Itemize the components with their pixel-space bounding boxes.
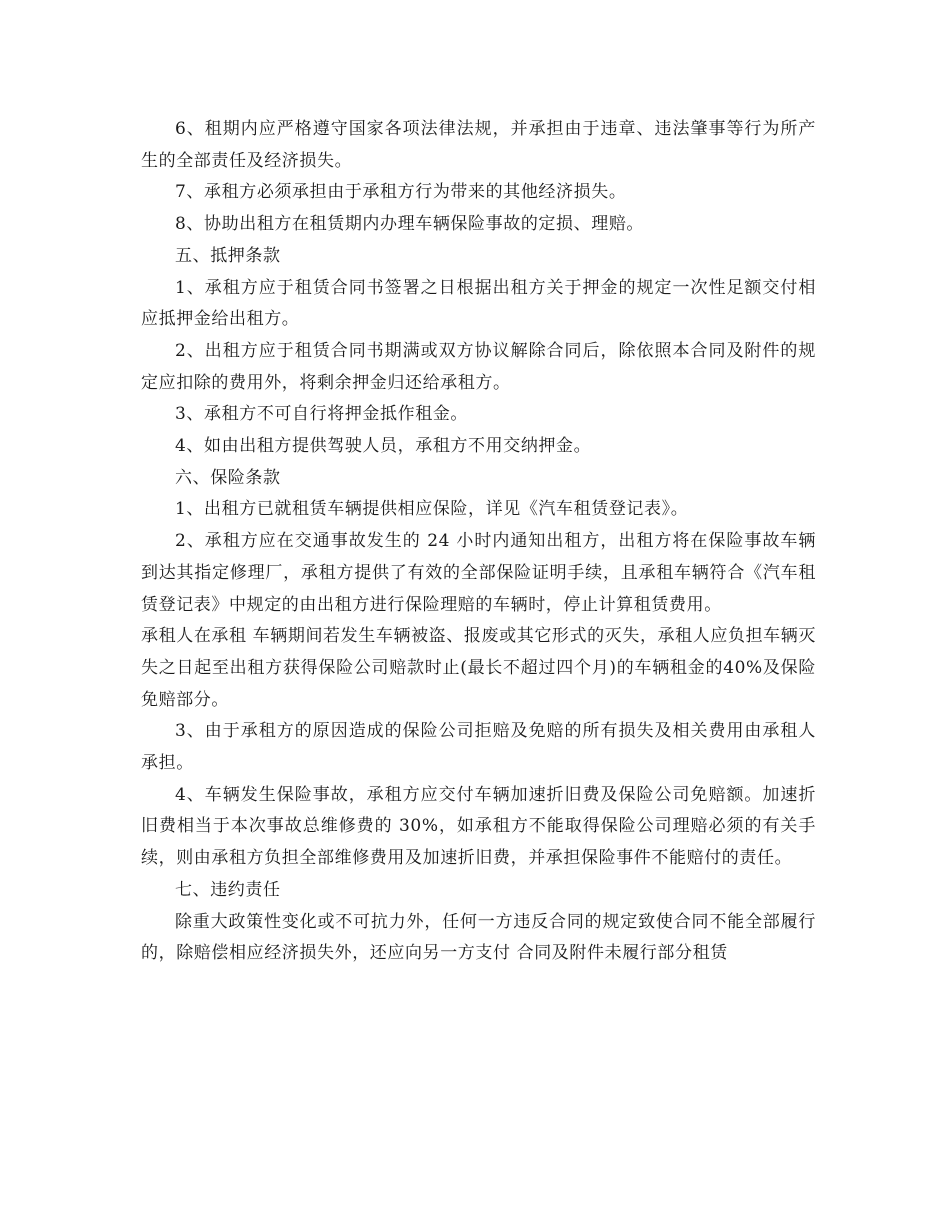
clause-paragraph: 8、协助出租方在租赁期内办理车辆保险事故的定损、理赔。 [175, 214, 645, 235]
clause-paragraph: 4、车辆发生保险事故，承租方应交付车辆加速折旧费及保险公司免赔额。加速折旧费相当于本次事故总维修费的 30%，如承租方不能取得保险公司理赔必须的有关手续，则由承租方负担全部维修费用及加速折旧费，并承担保险事件不能赔付的责任。 [141, 784, 816, 869]
clause-paragraph-continuation: 承租人在承租 车辆期间若发生车辆被盗、报废或其它形式的灭失，承租人应负担车辆灭失之日起至出租方获得保险公司赔款时止(最长不超过四个月)的车辆租金的40%及保险免赔部分。 [141, 626, 816, 710]
clause-paragraph: 4、如由出租方提供驾驶人员，承租方不用交纳押金。 [175, 436, 592, 457]
clause-paragraph: 1、出租方已就租赁车辆提供相应保险，详见《汽车租赁登记表》。 [175, 499, 689, 520]
clause-paragraph: 7、承租方必须承担由于承租方行为带来的其他经济损失。 [175, 182, 627, 203]
document-body [141, 114, 816, 970]
section-heading: 七、违约责任 [175, 879, 281, 900]
section-heading: 六、保险条款 [175, 467, 281, 488]
clause-paragraph: 1、承租方应于租赁合同书签署之日根据出租方关于押金的规定一次性足额交付相应抵押金给出租方。 [141, 277, 816, 330]
clause-paragraph: 3、由于承租方的原因造成的保险公司拒赔及免赔的所有损失及相关费用由承租人承担。 [141, 721, 816, 774]
clause-paragraph: 2、出租方应于租赁合同书期满或双方协议解除合同后，除依照本合同及附件的规定应扣除的费用外，将剩余押金归还给承租方。 [141, 340, 816, 393]
clause-paragraph: 3、承租方不可自行将押金抵作租金。 [175, 404, 469, 425]
clause-paragraph: 2、承租方应在交通事故发生的 24 小时内通知出租方，出租方将在保险事故车辆到达其指定修理厂，承租方提供了有效的全部保险证明手续，且承租车辆符合《汽车租赁登记表》中规定的由出租方进行保险理赔的车辆时，停止计算租赁费用。 [141, 531, 816, 615]
clause-paragraph: 6、租期内应严格遵守国家各项法律法规，并承担由于违章、违法肇事等行为所产生的全部责任及经济损失。 [141, 119, 816, 171]
clause-paragraph: 除重大政策性变化或不可抗力外，任何一方违反合同的规定致使合同不能全部履行的，除赔偿相应经济损失外，还应向另一方支付 合同及附件未履行部分租赁 [141, 911, 816, 964]
section-heading: 五、抵押条款 [175, 245, 281, 266]
